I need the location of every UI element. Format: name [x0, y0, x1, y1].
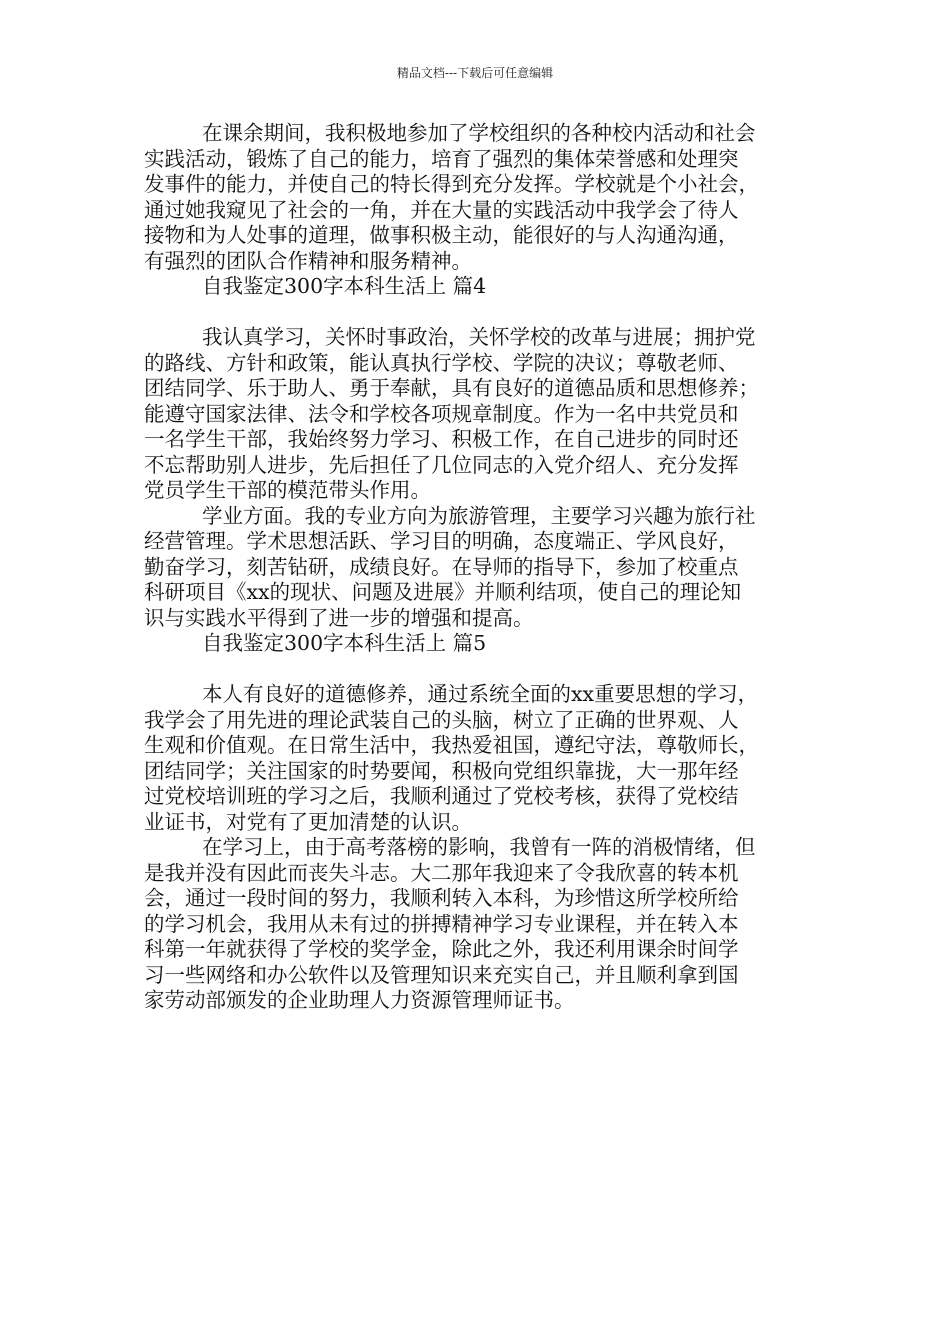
paragraph-line: 会，通过一段时间的努力，我顺利转入本科，为珍惜这所学校所给	[144, 886, 739, 910]
blank-line	[144, 657, 804, 683]
paragraph-line: 家劳动部颁发的企业助理人力资源管理师证书。	[144, 988, 575, 1012]
paragraph-line: 党员学生干部的模范带头作用。	[144, 478, 431, 502]
paragraph-line: 团结同学、乐于助人、勇于奉献，具有良好的道德品质和思想修养；	[144, 376, 759, 400]
paragraph-line: 生观和价值观。在日常生活中，我热爱祖国，遵纪守法，尊敬师长，	[144, 733, 759, 757]
paragraph-line: 本人有良好的道德修养，通过系统全面的xx重要思想的学习，	[202, 682, 759, 706]
paragraph-1	[144, 121, 804, 274]
page-header: 精品文档---下载后可任意编辑	[396, 66, 554, 80]
paragraph-line: 一名学生干部，我始终努力学习、积极工作，在自己进步的同时还	[144, 427, 739, 451]
paragraph-line: 我认真学习，关怀时事政治，关怀学校的改革与进展；拥护党	[202, 325, 756, 349]
paragraph-line: 有强烈的团队合作精神和服务精神。	[144, 248, 472, 273]
paragraph-line: 勤奋学习，刻苦钻研，成绩良好。在导师的指导下，参加了校重点	[144, 554, 739, 579]
paragraph-line: 发事件的能力，并使自己的特长得到充分发挥。学校就是个小社会，	[144, 172, 759, 196]
paragraph-line: 我学会了用先进的理论武装自己的头脑，树立了正确的世界观、人	[144, 707, 739, 732]
paragraph-line: 习一些网络和办公软件以及管理知识来充实自己，并且顺利拿到国	[144, 962, 739, 987]
paragraph-4	[144, 682, 804, 835]
paragraph-line: 科第一年就获得了学校的奖学金，除此之外，我还利用课余时间学	[144, 937, 739, 961]
paragraph-line: 学业方面。我的专业方向为旅游管理，主要学习兴趣为旅行社	[202, 503, 756, 528]
blank-line	[144, 300, 804, 326]
paragraph-line: 实践活动，锻炼了自己的能力，培育了强烈的集体荣誉感和处理突	[144, 146, 739, 171]
paragraph-line: 接物和为人处事的道理，做事积极主动，能很好的与人沟通沟通，	[144, 223, 739, 247]
paragraph-line: 在学习上，由于高考落榜的影响，我曾有一阵的消极情绪，但	[202, 835, 756, 859]
paragraph-line: 科研项目《xx的现状、问题及进展》并顺利结项，使自己的理论知	[144, 580, 742, 604]
paragraph-line: 不忘帮助别人进步，先后担任了几位同志的入党介绍人、充分发挥	[144, 452, 739, 477]
paragraph-line: 能遵守国家法律、法令和学校各项规章制度。作为一名中共党员和	[144, 401, 739, 426]
paragraph-line: 经营管理。学术思想活跃、学习目的明确，态度端正、学风良好，	[144, 529, 739, 553]
paragraph-line: 的路线、方针和政策，能认真执行学校、学院的决议；尊敬老师、	[144, 350, 739, 375]
section-heading-5: 自我鉴定300字本科生活上 篇5	[202, 631, 487, 655]
document-body	[144, 121, 804, 1014]
paragraph-line: 业证书，对党有了更加清楚的认识。	[144, 809, 472, 834]
paragraph-2	[144, 325, 804, 504]
section-heading-4: 自我鉴定300字本科生活上 篇4	[202, 274, 487, 298]
paragraph-line: 通过她我窥见了社会的一角，并在大量的实践活动中我学会了待人	[144, 197, 739, 222]
paragraph-3	[144, 504, 804, 632]
paragraph-line: 是我并没有因此而丧失斗志。大二那年我迎来了令我欣喜的转本机	[144, 860, 739, 885]
paragraph-line: 的学习机会，我用从未有过的拼搏精神学习专业课程，并在转入本	[144, 911, 739, 936]
paragraph-line: 团结同学；关注国家的时势要闻，积极向党组织靠拢，大一那年经	[144, 758, 739, 783]
paragraph-line: 识与实践水平得到了进一步的增强和提高。	[144, 605, 534, 630]
paragraph-line: 过党校培训班的学习之后，我顺利通过了党校考核，获得了党校结	[144, 784, 739, 808]
paragraph-line: 在课余期间，我积极地参加了学校组织的各种校内活动和社会	[202, 121, 756, 145]
paragraph-5	[144, 835, 804, 1014]
